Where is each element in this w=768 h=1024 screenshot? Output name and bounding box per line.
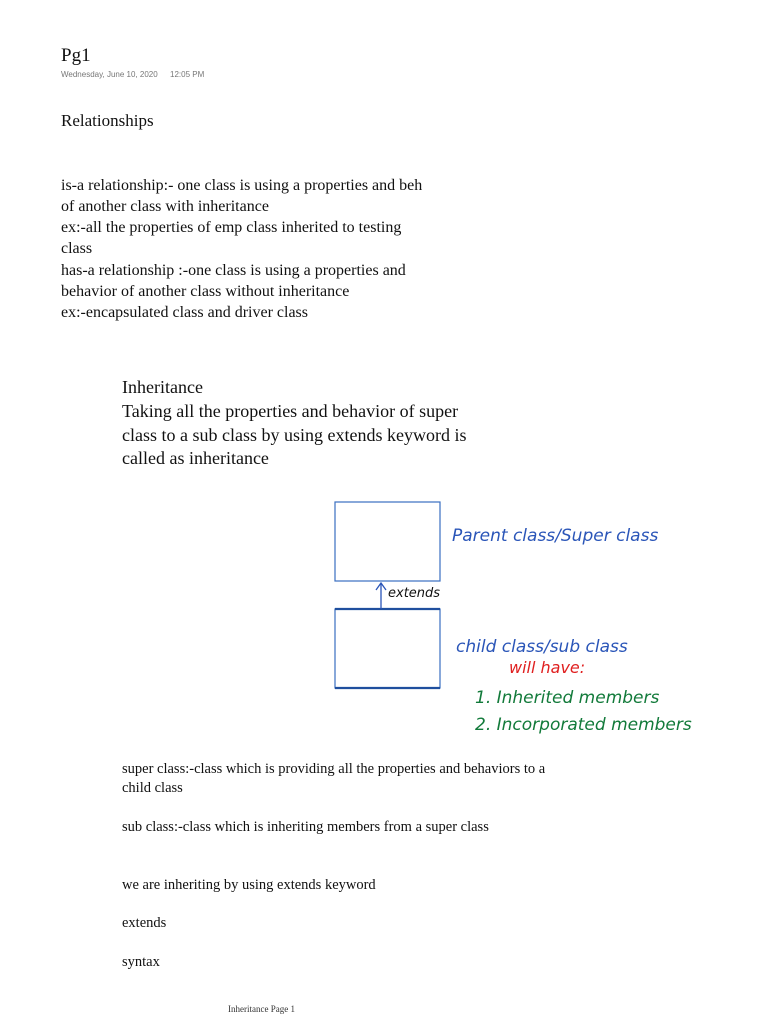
- sub-class-definition: sub class:-class which is inheriting members from a super class: [122, 819, 489, 835]
- relationship-line: is-a relationship:- one class is using a properties and beh: [61, 177, 423, 194]
- relationship-line: of another class with inheritance: [61, 198, 269, 215]
- relationship-line: behavior of another class without inheritance: [61, 283, 350, 300]
- parent-class-box: [335, 502, 440, 581]
- incorporated-members-label: 2. Incorporated members: [475, 715, 692, 735]
- relationship-line: ex:-all the properties of emp class inherited to testing: [61, 219, 402, 236]
- relationships-heading: Relationships: [61, 111, 154, 130]
- inheritance-heading: Inheritance: [122, 377, 203, 397]
- super-class-definition: super class:-class which is providing all the properties and behaviors to a: [122, 761, 546, 777]
- relationship-line: ex:-encapsulated class and driver class: [61, 304, 309, 321]
- extends-label: extends: [388, 586, 441, 601]
- inheritance-line: called as inheritance: [122, 448, 269, 468]
- page-time: 12:05 PM: [170, 70, 205, 79]
- super-class-definition-cont: child class: [122, 780, 183, 796]
- relationship-line: class: [61, 240, 93, 257]
- inheriting-note: we are inheriting by using extends keyword: [122, 877, 376, 893]
- inherited-members-label: 1. Inherited members: [475, 688, 660, 708]
- arrow-head-icon: [376, 583, 386, 590]
- inheritance-line: class to a sub class by using extends keyword is: [122, 425, 467, 445]
- relationship-line: has-a relationship :-one class is using a properties and: [61, 262, 406, 279]
- parent-class-label: Parent class/Super class: [452, 526, 659, 546]
- inheritance-line: Taking all the properties and behavior of super: [122, 401, 459, 421]
- page-title: Pg1: [61, 45, 91, 66]
- will-have-label: will have:: [509, 658, 586, 677]
- page-footer: Inheritance Page 1: [228, 1004, 295, 1014]
- page-date: Wednesday, June 10, 2020: [61, 70, 158, 79]
- extends-keyword: extends: [122, 915, 167, 931]
- child-class-label: child class/sub class: [456, 637, 628, 657]
- child-class-box: [335, 609, 440, 688]
- syntax-label: syntax: [122, 954, 160, 970]
